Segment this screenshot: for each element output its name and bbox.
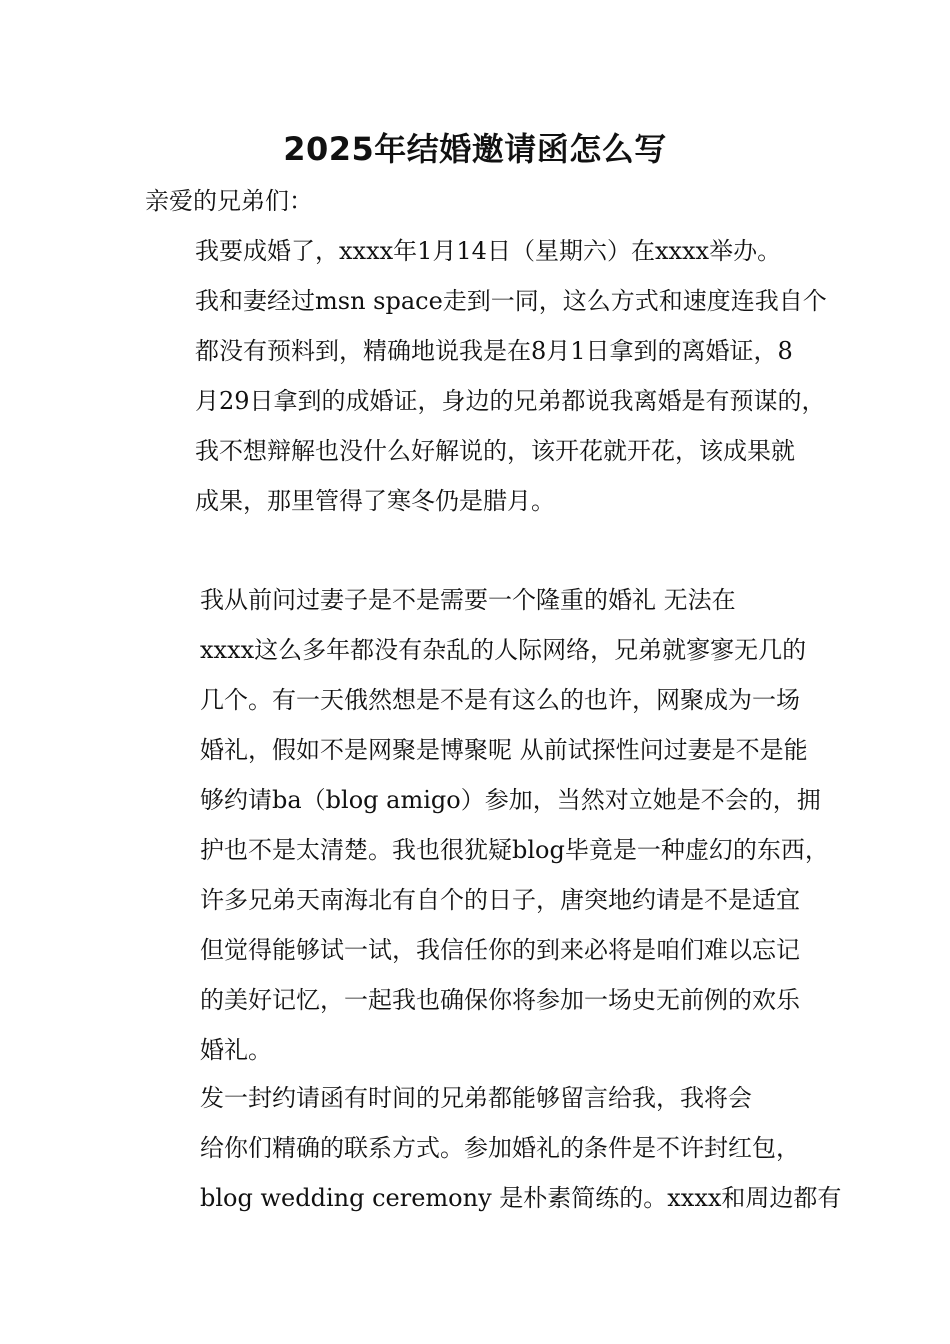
- paragraph-line: 给你们精确的联系方式。参加婚礼的条件是不许封红包，: [200, 1134, 800, 1162]
- paragraph-line: 够约请ba（blog amigo）参加，当然对立她是不会的，拥: [200, 786, 821, 814]
- paragraph-line: 发一封约请函有时间的兄弟都能够留言给我，我将会: [200, 1084, 752, 1112]
- paragraph-line: 都没有预料到，精确地说我是在8月1日拿到的离婚证，8: [195, 337, 793, 365]
- salutation: 亲爱的兄弟们：: [145, 187, 313, 215]
- paragraph-line: 成果，那里管得了寒冬仍是腊月。: [195, 487, 555, 515]
- paragraph-3: [145, 1073, 842, 1223]
- paragraph-line: 婚礼，假如不是网聚是博聚呢 从前试探性问过妻是不是能: [200, 736, 808, 764]
- paragraph-line: 我要成婚了，xxxx年1月14日（星期六）在xxxx举办。: [195, 237, 782, 265]
- paragraph-line: 几个。有一天俄然想是不是有这么的也许，网聚成为一场: [200, 686, 800, 714]
- paragraph-line: 许多兄弟天南海北有自个的日子，唐突地约请是不是适宜: [200, 886, 800, 914]
- paragraph-line: 我和妻经过msn space走到一同，这么方式和速度连我自个: [195, 287, 827, 315]
- paragraph-line: 我不想辩解也没什么好解说的，该开花就开花，该成果就: [195, 437, 795, 465]
- document-title: 2025年结婚邀请函怎么写: [283, 130, 667, 168]
- paragraph-2: [145, 575, 830, 1075]
- paragraph-line: xxxx这么多年都没有杂乱的人际网络，兄弟就寥寥无几的: [200, 636, 807, 664]
- paragraph-1: [145, 226, 830, 526]
- paragraph-line: 月29日拿到的成婚证，身边的兄弟都说我离婚是有预谋的，: [195, 387, 826, 415]
- paragraph-line: 的美好记忆，一起我也确保你将参加一场史无前例的欢乐: [200, 986, 800, 1014]
- paragraph-line: 但觉得能够试一试，我信任你的到来必将是咱们难以忘记: [200, 936, 800, 964]
- paragraph-line: 我从前问过妻子是不是需要一个隆重的婚礼 无法在: [200, 586, 736, 614]
- paragraph-line: 婚礼。: [200, 1036, 272, 1064]
- paragraph-line: blog wedding ceremony 是朴素简练的。xxxx和周边都有: [200, 1184, 842, 1212]
- paragraph-line: 护也不是太清楚。我也很犹疑blog毕竟是一种虚幻的东西，: [200, 836, 829, 864]
